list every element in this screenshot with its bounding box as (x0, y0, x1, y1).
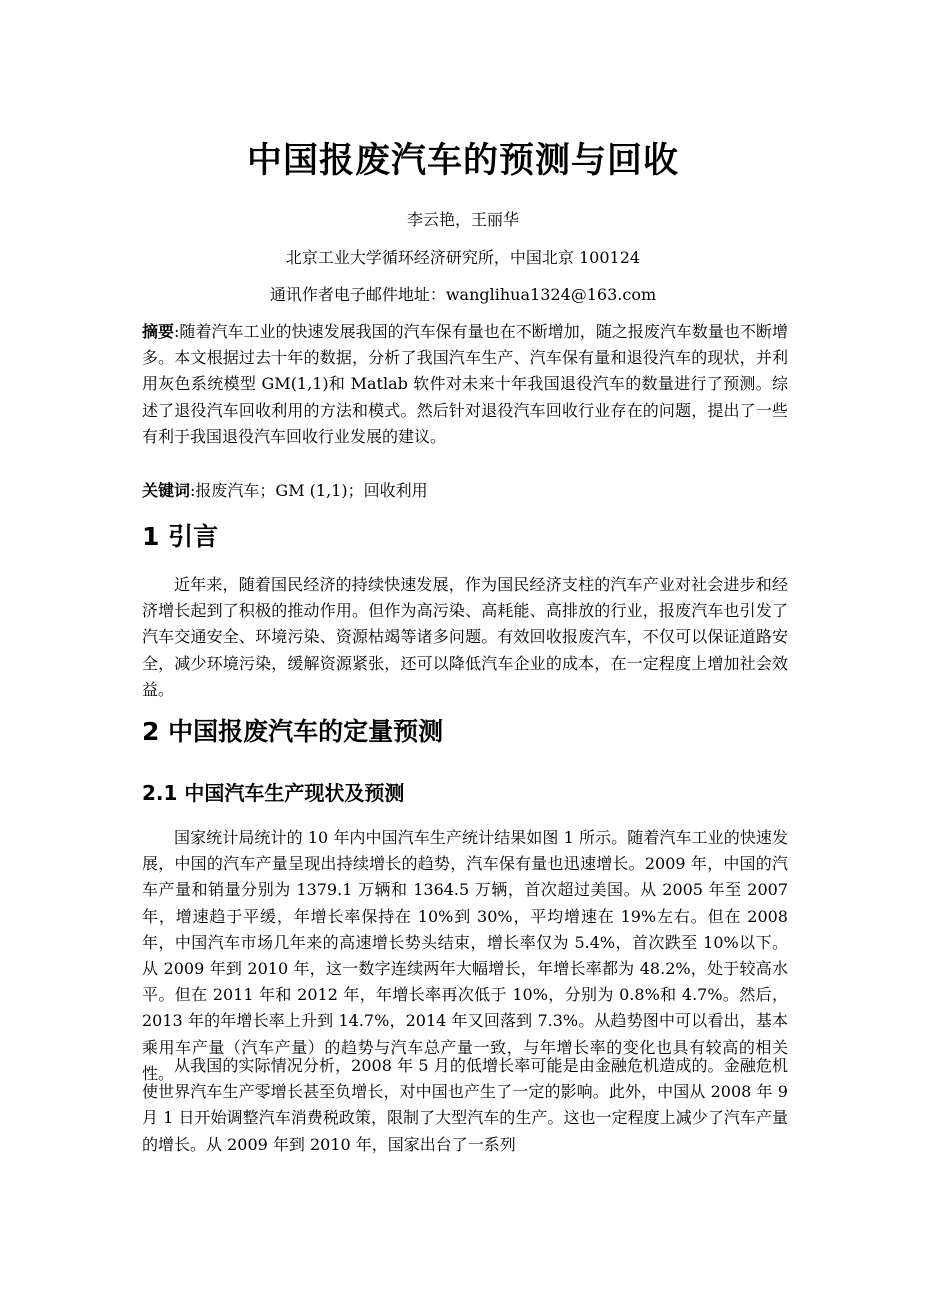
production-paragraph-2: 从我国的实际情况分析，2008 年 5 月的低增长率可能是由金融危机造成的。金融危机使世界汽车生产零增长甚至负增长，对中国也产生了一定的影响。此外，中国从 2008 年 9 月 1 日开始调整汽车消费税政策，限制了大型汽车的生产。这也一定程度上减少了汽车产量的增长。从 2009 年到 2010 年，国家出台了一系列 (142, 1056, 788, 1154)
production-paragraph-1: 国家统计局统计的 10 年内中国汽车生产统计结果如图 1 所示。随着汽车工业的快速发展，中国的汽车产量呈现出持续增长的趋势，汽车保有量也迅速增长。2009 年，中国的汽车产量和销量分别为 1379.1 万辆和 1364.5 万辆，首次超过美国。从 2005 年至 2007 年，增速趋于平缓，年增长率保持在 10%到 30%，平均增速在 19%左右。但在 2008 年，中国汽车市场几年来的高速增长势头结束，增长率仅为 5.4%，首次跌至 10%以下。从 2009 年到 2010 年，这一数字连续两年大幅增长，年增长率都为 48.2%，处于较高水平。但在 2011 年和 2012 年，年增长率再次低于 10%，分别为 0.8%和 4.7%。然后，2013 年的年增长率上升到 14.7%，2014 年又回落到 7.3%。从趋势图中可以看出，基本乘用车产量（汽车产量）的趋势与汽车总产量一致，与年增长率的变化也具有较高的相关性。 (142, 828, 788, 1083)
keywords-text: :报废汽车；GM (1,1)；回收利用 (190, 481, 428, 500)
abstract-label: 摘要 (142, 322, 175, 341)
section-heading-quantitative-forecast: 2 中国报废汽车的定量预测 (142, 717, 444, 746)
paper-title: 中国报废汽车的预测与回收 (246, 141, 679, 181)
introduction-paragraph: 近年来，随着国民经济的持续快速发展，作为国民经济支柱的汽车产业对社会进步和经济增长起到了积极的推动作用。但作为高污染、高耗能、高排放的行业，报废汽车也引发了汽车交通安全、环境污染、资源枯竭等诸多问题。有效回收报废汽车，不仅可以保证道路安全，减少环境污染，缓解资源紧张，还可以降低汽车企业的成本，在一定程度上增加社会效益。 (142, 575, 788, 699)
contact-email: 通讯作者电子邮件地址：wanglihua1324@163.com (269, 285, 657, 304)
subsection-heading-production: 2.1 中国汽车生产现状及预测 (142, 781, 405, 805)
affiliation: 北京工业大学循环经济研究所，中国北京 100124 (285, 248, 641, 267)
section-heading-introduction: 1 引言 (142, 522, 219, 551)
abstract-text: :随着汽车工业的快速发展我国的汽车保有量也在不断增加，随之报废汽车数量也不断增多。本文根据过去十年的数据，分析了我国汽车生产、汽车保有量和退役汽车的现状，并利用灰色系统模型 GM(1,1)和 Matlab 软件对未来十年我国退役汽车的数量进行了预测。综述了退役汽车回收利用的方法和模式。然后针对退役汽车回收行业存在的问题，提出了一些有利于我国退役汽车回收行业发展的建议。 (142, 322, 788, 446)
keywords-label: 关键词 (142, 481, 191, 500)
author-list: 李云艳，王丽华 (406, 210, 519, 229)
keywords (142, 478, 788, 504)
abstract (142, 319, 788, 450)
